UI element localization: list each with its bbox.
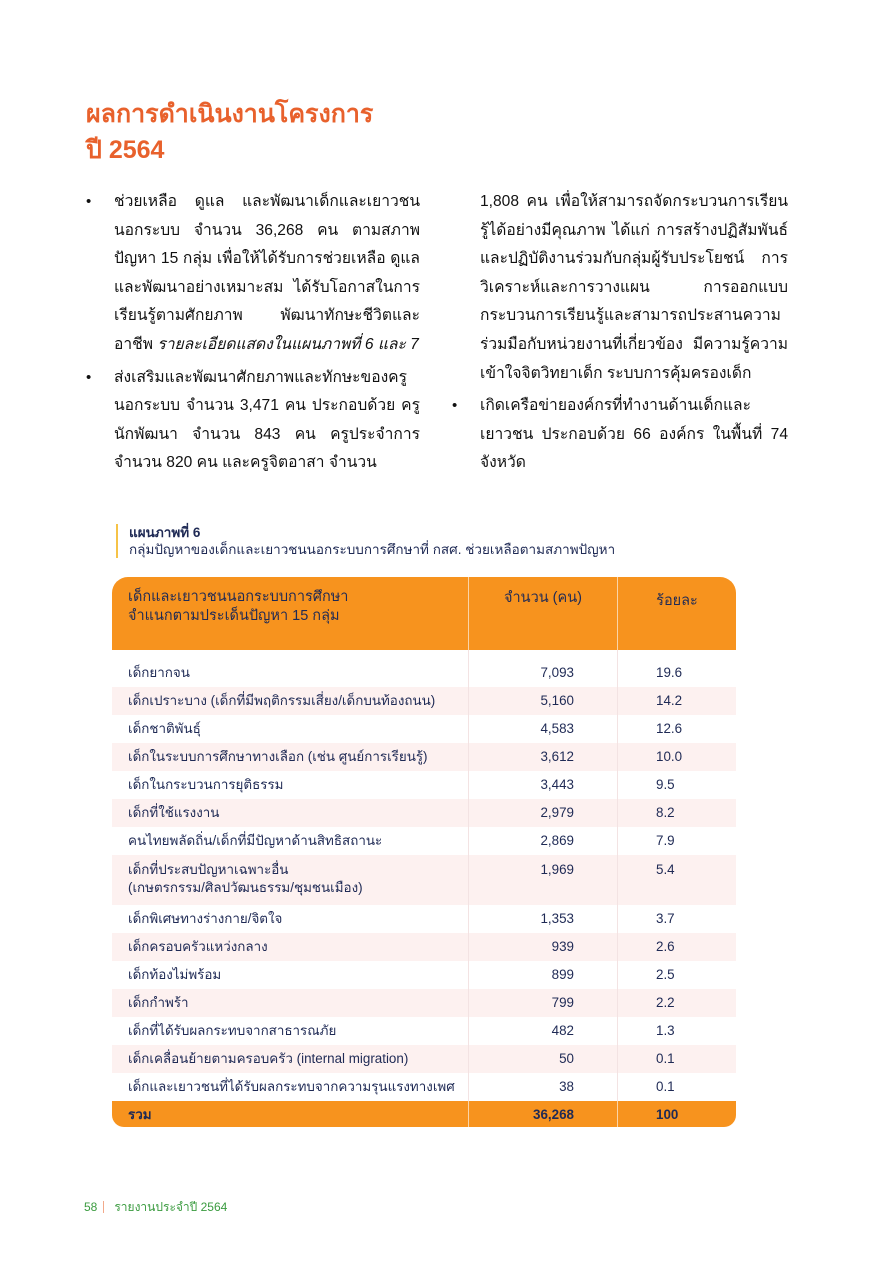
row-percent: 2.2: [618, 989, 736, 1017]
figure-label: แผนภาพที่ 6: [129, 525, 201, 540]
table-row: [112, 827, 736, 855]
row-category: เด็กที่ใช้แรงงาน: [112, 799, 469, 827]
row-category: เด็กกำพร้า: [112, 989, 469, 1017]
row-count: 2,869: [469, 827, 618, 855]
table-spacer-row: [112, 650, 736, 659]
table-row: [112, 1045, 736, 1073]
row-percent: 5.4: [618, 855, 736, 905]
bullet-text: ส่งเสริมและพัฒนาศักยภาพและทักษะของครูนอกระบบ จำนวน 3,471 คน ประกอบด้วย ครูนักพัฒนา จำนวน 843 คน ครูประจำการ จำนวน 820 คน และครูจิตอาสา จำนวน: [114, 368, 420, 472]
table-row: [112, 855, 736, 905]
row-category: เด็กในระบบการศึกษาทางเลือก (เช่น ศูนย์การเรียนรู้): [112, 743, 469, 771]
row-category: เด็กชาติพันธุ์: [112, 715, 469, 743]
table-row: [112, 659, 736, 687]
page-title-line1: ผลการดำเนินงานโครงการ: [86, 100, 374, 128]
table-row: [112, 1017, 736, 1045]
row-count: 3,612: [469, 743, 618, 771]
table-row: [112, 905, 736, 933]
total-label: รวม: [112, 1101, 469, 1127]
row-count: 38: [469, 1073, 618, 1101]
spacer-cell: [469, 650, 618, 659]
row-percent: 9.5: [656, 777, 675, 792]
table-row: [112, 715, 736, 743]
table-total-row: [112, 1101, 736, 1127]
bullet-icon: •: [452, 397, 458, 415]
row-percent: 2.6: [618, 933, 736, 961]
table-header-row: [112, 577, 736, 650]
row-category: เด็กเคลื่อนย้ายตามครอบครัว (internal migration): [112, 1045, 469, 1073]
bullet-item: [84, 188, 420, 360]
header-count: จำนวน (คน): [469, 577, 618, 650]
header-category-line1: เด็กและเยาวชนนอกระบบการศึกษา: [128, 589, 349, 605]
bullet-continuation-text: 1,808 คน เพื่อให้สามารถจัดกระบวนการเรียนรู้ได้อย่างมีคุณภาพ ได้แก่ การสร้างปฏิสัมพันธ์และปฏิบัติงานร่วมกับกลุ่มผู้รับประโยชน์ การวิเคราะห์และการวางแผน การออกแบบกระบวนการเรียนรู้และสามารถประสานความร่วมมือกับหน่วยงานที่เกี่ยวข้อง มีความรู้ความเข้าใจจิตวิทยาเด็ก ระบบการคุ้มครองเด็ก: [480, 193, 788, 382]
row-category: เด็กยากจน: [112, 659, 469, 687]
table-row: [112, 989, 736, 1017]
page-title-line2: ปี 2564: [86, 136, 165, 164]
row-count: 1,969: [469, 855, 618, 905]
right-bullet-list: [450, 392, 788, 478]
bullet-item: [450, 392, 788, 478]
table-row: [112, 799, 736, 827]
figure-caption: [116, 524, 615, 558]
header-percent: ร้อยละ: [618, 577, 736, 650]
row-category: [112, 855, 469, 905]
row-category-line1: เด็กที่ประสบปัญหาเฉพาะอื่น: [128, 862, 289, 877]
row-percent: 1.3: [656, 1023, 675, 1038]
row-count: 899: [469, 961, 618, 989]
row-count: 2,979: [469, 799, 618, 827]
row-count: 482: [469, 1017, 618, 1045]
header-category-line2: จำแนกตามประเด็นปัญหา 15 กลุ่ม: [128, 608, 340, 624]
row-category: เด็กท้องไม่พร้อม: [112, 961, 469, 989]
table-row: [112, 1073, 736, 1101]
row-percent: 3.7: [656, 911, 675, 926]
row-category: เด็กในกระบวนการยุติธรรม: [112, 771, 469, 799]
row-count: 939: [469, 933, 618, 961]
row-category: เด็กครอบครัวแหว่งกลาง: [112, 933, 469, 961]
table-row: [112, 961, 736, 989]
total-percent: 100: [618, 1101, 736, 1127]
bullet-item: [84, 364, 420, 478]
row-category: เด็กที่ได้รับผลกระทบจากสาธารณภัย: [112, 1017, 469, 1045]
row-count: 799: [469, 989, 618, 1017]
row-percent: 14.2: [618, 687, 736, 715]
row-count: 50: [469, 1045, 618, 1073]
row-category-line2: (เกษตรกรรม/ศิลปวัฒนธรรม/ชุมชนเมือง): [128, 880, 363, 895]
header-category: [112, 577, 469, 650]
row-count: 1,353: [469, 905, 618, 933]
row-percent: 19.6: [656, 665, 683, 680]
row-category: เด็กและเยาวชนที่ได้รับผลกระทบจากความรุนแรงทางเพศ: [112, 1073, 469, 1101]
spacer-cell: [112, 650, 469, 659]
table-row: [112, 933, 736, 961]
bullet-text: ช่วยเหลือ ดูแล และพัฒนาเด็กและเยาวชนนอกระบบ จำนวน 36,268 คน ตามสภาพปัญหา 15 กลุ่ม เพื่อให้ได้รับการช่วยเหลือ ดูแล และพัฒนาอย่างเหมาะสม ได้รับโอกาสในการเรียนรู้ตามศักยภาพ พัฒนาทักษะชีวิตและอาชีพ: [114, 193, 420, 353]
row-count: 7,093: [469, 659, 618, 687]
row-count: 4,583: [469, 715, 618, 743]
table-row: [112, 771, 736, 799]
left-column: [84, 188, 420, 482]
total-count: 36,268: [469, 1101, 618, 1127]
row-percent: 0.1: [618, 1045, 736, 1073]
row-percent: 10.0: [618, 743, 736, 771]
right-column: [450, 188, 788, 482]
page-footer: [84, 1199, 227, 1215]
row-percent: 8.2: [618, 799, 736, 827]
table-body: [112, 650, 736, 1101]
page-title: [86, 96, 486, 168]
row-count: 5,160: [469, 687, 618, 715]
row-category: คนไทยพลัดถิ่น/เด็กที่มีปัญหาด้านสิทธิสถานะ: [112, 827, 469, 855]
row-percent: 2.5: [656, 967, 675, 982]
row-percent: 12.6: [656, 721, 683, 736]
problem-groups-table: [112, 577, 736, 1127]
report-title: รายงานประจำปี 2564: [114, 1200, 228, 1214]
bullet-icon: •: [86, 193, 92, 210]
left-bullet-list: [84, 188, 420, 478]
table-row: [112, 687, 736, 715]
footer-divider: [103, 1201, 104, 1213]
bullet-icon: •: [86, 368, 92, 386]
problem-groups-table-container: [112, 577, 736, 1127]
page-number: 58: [84, 1200, 98, 1214]
spacer-cell: [618, 650, 736, 659]
row-category: เด็กเปราะบาง (เด็กที่มีพฤติกรรมเสี่ยง/เด็กบนท้องถนน): [112, 687, 469, 715]
row-percent: 7.9: [656, 833, 675, 848]
figure-description: กลุ่มปัญหาของเด็กและเยาวชนนอกระบบการศึกษาที่ กสศ. ช่วยเหลือตามสภาพปัญหา: [129, 542, 616, 557]
row-count: 3,443: [469, 771, 618, 799]
bullet-text: เกิดเครือข่ายองค์กรที่ทำงานด้านเด็กและเยาวชน ประกอบด้วย 66 องค์กร ในพื้นที่ 74 จังหวัด: [480, 397, 788, 472]
row-percent: 0.1: [656, 1079, 675, 1094]
bullet-italic-reference: รายละเอียดแสดงในแผนภาพที่ 6 และ 7: [157, 335, 419, 353]
row-category: เด็กพิเศษทางร่างกาย/จิตใจ: [112, 905, 469, 933]
table-row: [112, 743, 736, 771]
